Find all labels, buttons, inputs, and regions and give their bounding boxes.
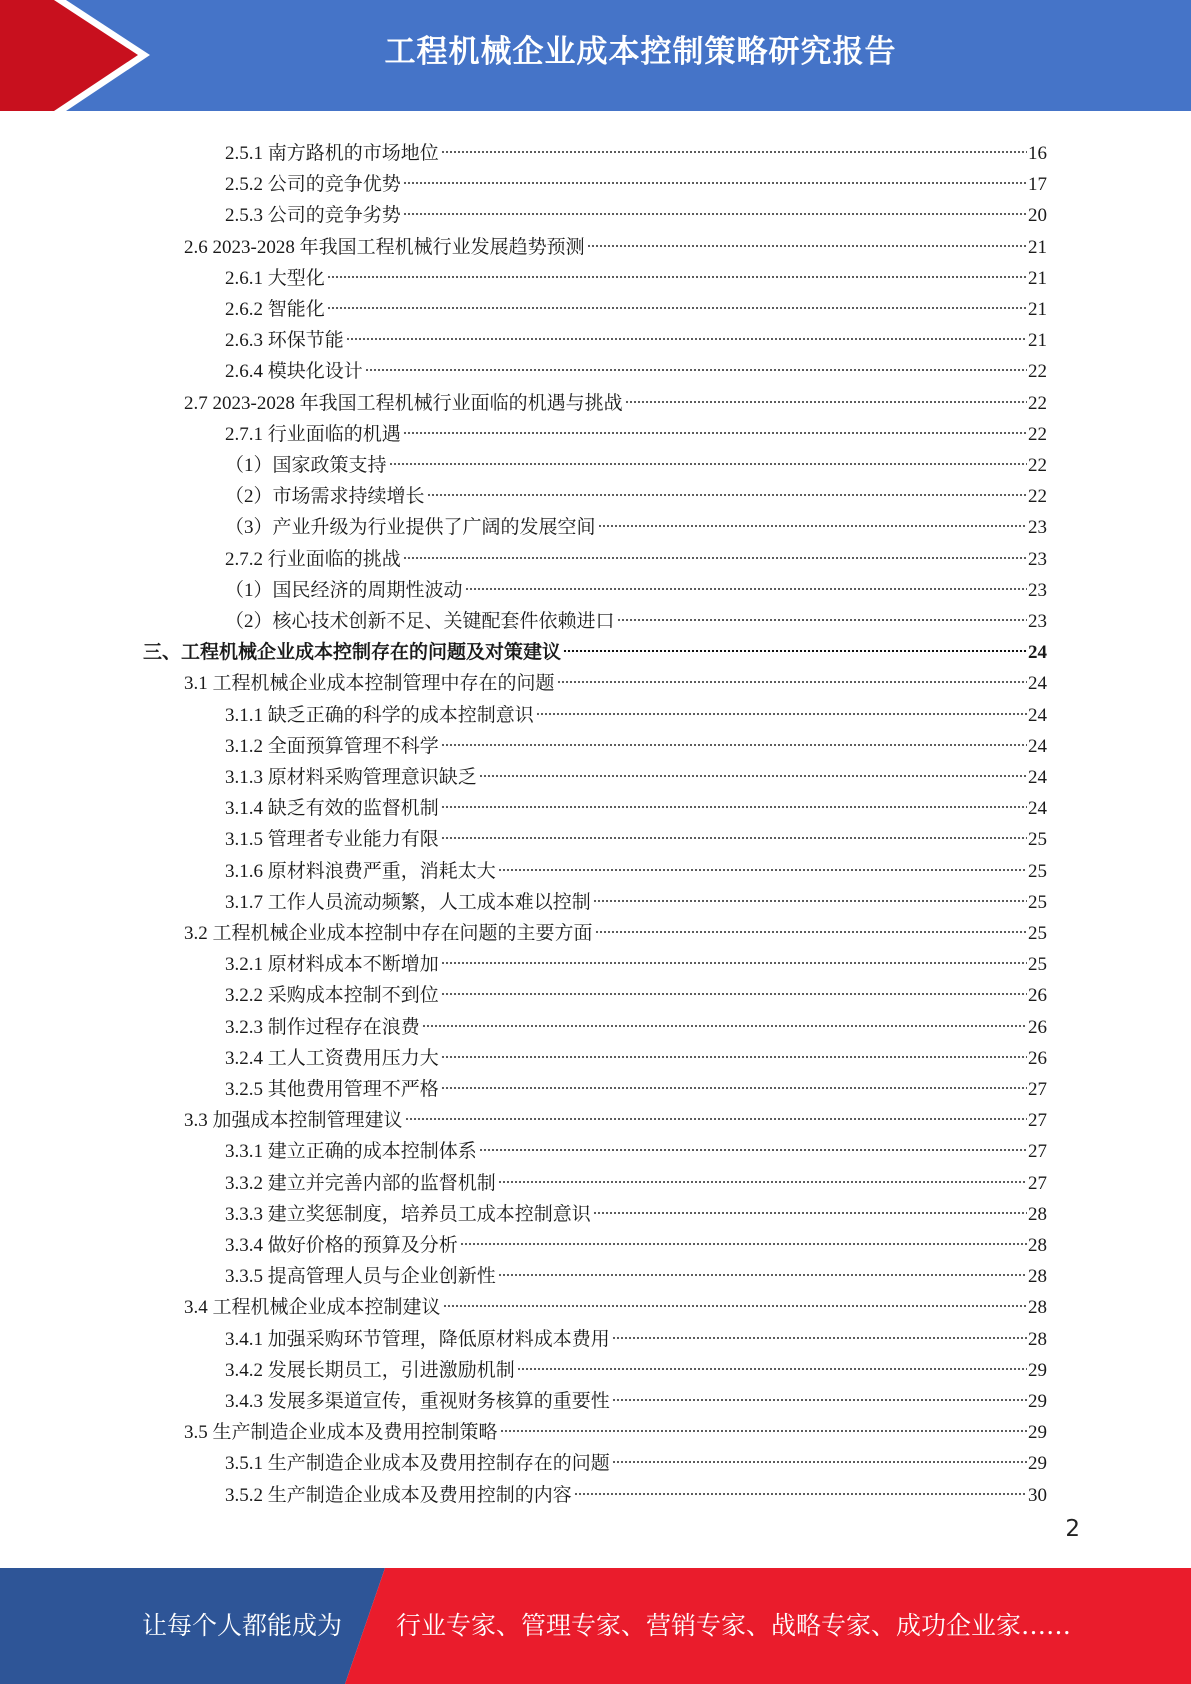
toc-dot-leader xyxy=(441,783,1027,814)
toc-dot-leader xyxy=(563,627,1027,658)
toc-entry-page-number: 25 xyxy=(1028,829,1047,851)
toc-dot-leader xyxy=(441,721,1027,752)
toc-entry[interactable] xyxy=(225,1033,1047,1069)
toc-dot-leader xyxy=(327,253,1027,284)
toc-dot-leader xyxy=(536,690,1027,721)
toc-entry[interactable] xyxy=(225,752,1047,788)
toc-entry[interactable] xyxy=(225,1189,1047,1225)
toc-entry[interactable] xyxy=(225,159,1047,196)
toc-entry-page-number: 28 xyxy=(1028,1266,1047,1288)
toc-entry-page-number: 25 xyxy=(1028,954,1047,976)
toc-dot-leader xyxy=(479,1126,1027,1157)
toc-entry-page-number: 20 xyxy=(1028,205,1047,227)
toc-entry-title: 2.6.4 模块化设计 xyxy=(225,361,363,383)
toc-dot-leader xyxy=(479,752,1027,783)
toc-dot-leader xyxy=(403,159,1027,190)
footer-slogan-right: 行业专家、管理专家、营销专家、战略专家、成功企业家…… xyxy=(396,1611,1072,1640)
toc-entry-page-number: 23 xyxy=(1028,611,1047,632)
toc-entry[interactable] xyxy=(225,471,1047,508)
toc-entry-page-number: 29 xyxy=(1028,1453,1047,1475)
toc-entry-page-number: 24 xyxy=(1028,704,1047,726)
toc-entry-title: 2.6.1 大型化 xyxy=(225,267,325,289)
toc-entry[interactable] xyxy=(184,658,1047,695)
toc-entry-title: 3.1.4 缺乏有效的监督机制 xyxy=(225,798,439,820)
toc-dot-leader xyxy=(389,440,1027,471)
toc-entry-page-number: 22 xyxy=(1028,486,1047,508)
toc-dot-leader xyxy=(625,378,1027,409)
toc-entry-title: 2.6 2023-2028 年我国工程机械行业发展趋势预测 xyxy=(184,236,585,258)
toc-entry-page-number: 28 xyxy=(1028,1203,1047,1225)
toc-entry-page-number: 26 xyxy=(1028,985,1047,1007)
toc-entry[interactable] xyxy=(184,1095,1047,1132)
toc-entry-title: （1）国民经济的周期性波动 xyxy=(225,579,463,601)
toc-entry[interactable] xyxy=(225,690,1047,726)
toc-dot-leader xyxy=(612,1376,1027,1407)
toc-entry-page-number: 22 xyxy=(1028,423,1047,445)
toc-entry-page-number: 25 xyxy=(1028,891,1047,913)
toc-entry[interactable] xyxy=(225,846,1047,882)
toc-entry[interactable] xyxy=(225,939,1047,976)
toc-entry-title: 2.6.3 环保节能 xyxy=(225,330,344,352)
toc-entry[interactable] xyxy=(225,1220,1047,1256)
toc-entry[interactable] xyxy=(225,721,1047,757)
toc-entry-page-number: 25 xyxy=(1028,923,1047,944)
toc-entry[interactable] xyxy=(225,346,1047,383)
toc-entry-page-number: 17 xyxy=(1028,174,1047,196)
toc-entry-title: 3.2 工程机械企业成本控制中存在问题的主要方面 xyxy=(184,923,593,944)
toc-entry[interactable] xyxy=(225,1251,1047,1288)
toc-entry-title: 3.3.4 做好价格的预算及分析 xyxy=(225,1235,458,1256)
toc-dot-leader xyxy=(405,1095,1027,1126)
toc-dot-leader xyxy=(517,1345,1027,1376)
toc-entry-page-number: 26 xyxy=(1028,1016,1047,1038)
toc-entry[interactable] xyxy=(225,440,1047,476)
toc-entry-title: 3.3.3 建立奖惩制度，培养员工成本控制意识 xyxy=(225,1203,591,1225)
toc-dot-leader xyxy=(593,877,1027,908)
toc-dot-leader xyxy=(498,846,1027,877)
toc-entry[interactable] xyxy=(225,409,1047,445)
toc-entry-page-number: 22 xyxy=(1028,361,1047,383)
toc-dot-leader xyxy=(460,1220,1027,1251)
toc-dot-leader xyxy=(500,1407,1027,1438)
toc-entry-page-number: 21 xyxy=(1028,236,1047,258)
toc-dot-leader xyxy=(441,970,1027,1001)
toc-entry-page-number: 21 xyxy=(1028,299,1047,320)
toc-dot-leader xyxy=(587,222,1027,253)
toc-dot-leader xyxy=(612,1314,1027,1345)
toc-dot-leader xyxy=(441,814,1027,845)
toc-entry-title: （1）国家政策支持 xyxy=(225,455,387,476)
toc-entry-title: 3.3 加强成本控制管理建议 xyxy=(184,1110,403,1132)
toc-entry[interactable] xyxy=(225,970,1047,1007)
toc-entry-page-number: 27 xyxy=(1028,1079,1047,1100)
toc-entry-page-number: 24 xyxy=(1028,673,1047,695)
toc-dot-leader xyxy=(427,471,1027,502)
toc-entry[interactable] xyxy=(225,284,1047,320)
toc-entry-page-number: 28 xyxy=(1028,1235,1047,1256)
toc-dot-leader xyxy=(422,1002,1027,1033)
toc-entry-title: 3.4.1 加强采购环节管理，降低原材料成本费用 xyxy=(225,1328,610,1350)
toc-entry-page-number: 30 xyxy=(1028,1484,1047,1506)
toc-entry[interactable] xyxy=(225,1002,1047,1038)
toc-entry[interactable] xyxy=(225,253,1047,289)
toc-entry[interactable] xyxy=(225,1438,1047,1475)
toc-entry-page-number: 16 xyxy=(1028,143,1047,164)
toc-entry-title: （2）市场需求持续增长 xyxy=(225,486,425,508)
toc-dot-leader xyxy=(498,1251,1027,1282)
toc-entry-page-number: 21 xyxy=(1028,267,1047,289)
toc-entry-title: 3.1.3 原材料采购管理意识缺乏 xyxy=(225,767,477,788)
toc-entry[interactable] xyxy=(225,534,1047,570)
toc-entry[interactable] xyxy=(184,1407,1047,1444)
toc-entry-title: 2.5.3 公司的竞争劣势 xyxy=(225,205,401,227)
toc-entry-title: 3.1 工程机械企业成本控制管理中存在的问题 xyxy=(184,673,555,695)
toc-entry-title: 3.2.1 原材料成本不断增加 xyxy=(225,954,439,976)
toc-entry-page-number: 21 xyxy=(1028,330,1047,352)
toc-entry[interactable] xyxy=(184,908,1047,944)
toc-dot-leader xyxy=(403,190,1027,221)
toc-entry-title: 3.3.5 提高管理人员与企业创新性 xyxy=(225,1266,496,1288)
toc-entry-page-number: 24 xyxy=(1028,735,1047,757)
toc-entry-title: 2.7.1 行业面临的机遇 xyxy=(225,423,401,445)
toc-entry-page-number: 22 xyxy=(1028,455,1047,476)
toc-dot-leader xyxy=(557,658,1027,689)
toc-entry[interactable] xyxy=(184,222,1047,258)
page-footer xyxy=(0,1568,1191,1684)
toc-entry-page-number: 29 xyxy=(1028,1391,1047,1412)
toc-entry-title: 3.1.6 原材料浪费严重，消耗太大 xyxy=(225,860,496,882)
toc-entry[interactable] xyxy=(225,1064,1047,1100)
toc-entry-page-number: 27 xyxy=(1028,1110,1047,1132)
toc-dot-leader xyxy=(617,596,1027,627)
toc-entry-title: 3.5 生产制造企业成本及费用控制策略 xyxy=(184,1422,498,1444)
toc-entry[interactable] xyxy=(225,565,1047,601)
toc-entry[interactable] xyxy=(184,1282,1047,1319)
toc-dot-leader xyxy=(598,502,1027,533)
toc-entry-title: 3.4 工程机械企业成本控制建议 xyxy=(184,1297,441,1319)
toc-entry[interactable] xyxy=(225,1345,1047,1381)
toc-dot-leader xyxy=(443,1282,1027,1313)
toc-entry[interactable] xyxy=(225,877,1047,913)
toc-entry-page-number: 29 xyxy=(1028,1359,1047,1381)
toc-entry[interactable] xyxy=(225,596,1047,632)
toc-dot-leader xyxy=(403,534,1027,565)
toc-entry-page-number: 28 xyxy=(1028,1297,1047,1319)
toc-entry[interactable] xyxy=(225,1376,1047,1412)
toc-dot-leader xyxy=(441,939,1027,970)
toc-dot-leader xyxy=(441,128,1027,159)
toc-entry-page-number: 23 xyxy=(1028,517,1047,539)
document-title: 工程机械企业成本控制策略研究报告 xyxy=(384,34,897,70)
toc-entry[interactable] xyxy=(225,315,1047,352)
toc-entry-title: 3.5.2 生产制造企业成本及费用控制的内容 xyxy=(225,1484,572,1506)
toc-entry-page-number: 26 xyxy=(1028,1047,1047,1069)
toc-dot-leader xyxy=(346,315,1027,346)
toc-entry-title: 3.1.7 工作人员流动频繁，人工成本难以控制 xyxy=(225,891,591,913)
toc-entry[interactable] xyxy=(143,627,1047,664)
toc-entry-page-number: 23 xyxy=(1028,579,1047,601)
toc-entry-title: 3.3.2 建立并完善内部的监督机制 xyxy=(225,1172,496,1194)
toc-entry[interactable] xyxy=(225,1314,1047,1350)
toc-entry-title: （2）核心技术创新不足、关键配套件依赖进口 xyxy=(225,611,615,632)
toc-dot-leader xyxy=(403,409,1027,440)
toc-dot-leader xyxy=(574,1470,1027,1501)
toc-entry[interactable] xyxy=(225,502,1047,539)
toc-entry-page-number: 24 xyxy=(1028,642,1047,664)
toc-dot-leader xyxy=(441,1064,1027,1095)
toc-entry-title: （3）产业升级为行业提供了广阔的发展空间 xyxy=(225,517,596,539)
toc-entry-title: 3.2.3 制作过程存在浪费 xyxy=(225,1016,420,1038)
toc-entry-page-number: 27 xyxy=(1028,1172,1047,1194)
toc-entry[interactable] xyxy=(225,814,1047,851)
toc-dot-leader xyxy=(365,346,1027,377)
toc-dot-leader xyxy=(327,284,1027,315)
toc-entry-title: 3.3.1 建立正确的成本控制体系 xyxy=(225,1141,477,1163)
toc-entry-title: 3.2.4 工人工资费用压力大 xyxy=(225,1047,439,1069)
toc-dot-leader xyxy=(593,1189,1027,1220)
toc-entry[interactable] xyxy=(225,783,1047,820)
toc-entry-title: 3.1.5 管理者专业能力有限 xyxy=(225,829,439,851)
toc-entry-page-number: 24 xyxy=(1028,767,1047,788)
toc-entry[interactable] xyxy=(225,1470,1047,1506)
toc-entry-title: 2.7 2023-2028 年我国工程机械行业面临的机遇与挑战 xyxy=(184,392,623,414)
toc-entry-title: 3.2.2 采购成本控制不到位 xyxy=(225,985,439,1007)
toc-dot-leader xyxy=(498,1158,1027,1189)
toc-dot-leader xyxy=(465,565,1027,596)
toc-entry-title: 三、工程机械企业成本控制存在的问题及对策建议 xyxy=(143,642,562,664)
toc-entry[interactable] xyxy=(225,1126,1047,1163)
toc-entry-title: 3.1.1 缺乏正确的科学的成本控制意识 xyxy=(225,704,534,726)
toc-entry-title: 3.4.3 发展多渠道宣传，重视财务核算的重要性 xyxy=(225,1391,610,1412)
toc-entry[interactable] xyxy=(225,190,1047,227)
page-header xyxy=(0,0,1191,111)
toc-entry-title: 2.5.1 南方路机的市场地位 xyxy=(225,143,439,164)
toc-entry-page-number: 28 xyxy=(1028,1328,1047,1350)
toc-dot-leader xyxy=(595,908,1027,939)
toc-entry-title: 2.5.2 公司的竞争优势 xyxy=(225,174,401,196)
toc-entry-page-number: 29 xyxy=(1028,1422,1047,1444)
toc-entry-page-number: 23 xyxy=(1028,548,1047,570)
toc-entry-title: 3.4.2 发展长期员工，引进激励机制 xyxy=(225,1359,515,1381)
toc-entry-title: 3.1.2 全面预算管理不科学 xyxy=(225,735,439,757)
toc-entry-page-number: 27 xyxy=(1028,1141,1047,1163)
toc-entry-title: 2.6.2 智能化 xyxy=(225,299,325,320)
toc-entry[interactable] xyxy=(184,378,1047,414)
page-number: 2 xyxy=(1065,1516,1080,1542)
toc-dot-leader xyxy=(612,1438,1027,1469)
toc-entry[interactable] xyxy=(225,128,1047,164)
toc-entry-title: 2.7.2 行业面临的挑战 xyxy=(225,548,401,570)
toc-entry[interactable] xyxy=(225,1158,1047,1194)
toc-entry-page-number: 25 xyxy=(1028,860,1047,882)
toc-entry-page-number: 24 xyxy=(1028,798,1047,820)
toc-entry-title: 3.2.5 其他费用管理不严格 xyxy=(225,1079,439,1100)
toc-entry-title: 3.5.1 生产制造企业成本及费用控制存在的问题 xyxy=(225,1453,610,1475)
toc-dot-leader xyxy=(441,1033,1027,1064)
toc-entry-page-number: 22 xyxy=(1028,392,1047,414)
footer-slogan-left: 让每个人都能成为 xyxy=(142,1611,343,1640)
